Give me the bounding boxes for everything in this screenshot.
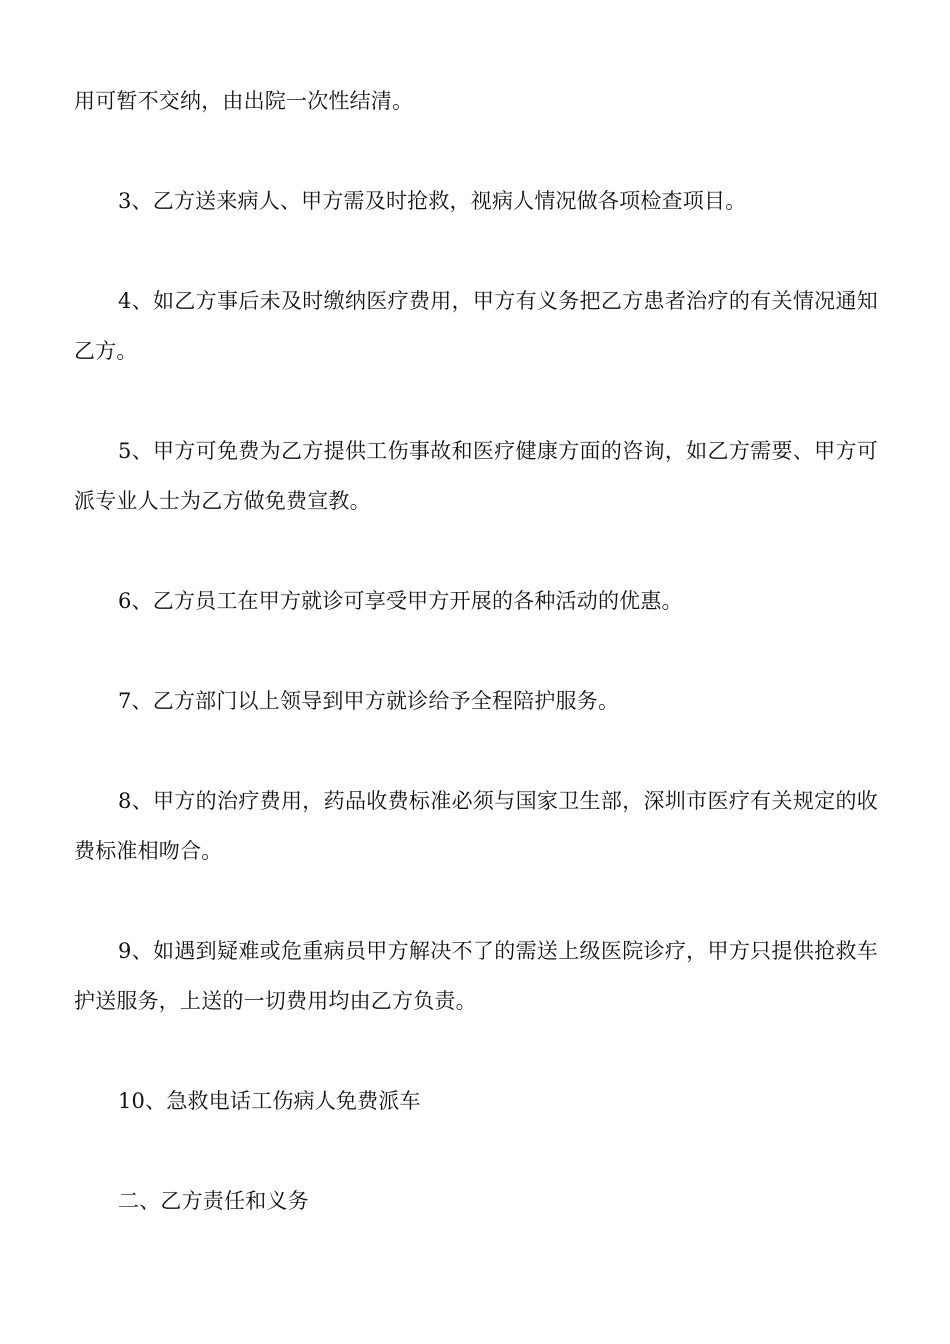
- paragraph-item-10: 10、急救电话工伤病人免费派车: [118, 1089, 421, 1113]
- paragraph-item-5: 5、甲方可免费为乙方提供工伤事故和医疗健康方面的咨询，如乙方需要、甲方可派专业人士为乙方做免费宣教。: [74, 439, 878, 513]
- paragraph-item-4: 4、如乙方事后未及时缴纳医疗费用，甲方有义务把乙方患者治疗的有关情况通知乙方。: [74, 289, 878, 363]
- paragraph-item-9: 9、如遇到疑难或危重病员甲方解决不了的需送上级医院诊疗，甲方只提供抢救车护送服务，上送的一切费用均由乙方负责。: [74, 939, 878, 1013]
- paragraph-item-3: 3、乙方送来病人、甲方需及时抢救，视病人情况做各项检查项目。: [118, 189, 747, 213]
- paragraph-continued-fee-settlement: 用可暂不交纳，由出院一次性结清。: [74, 89, 414, 113]
- paragraph-item-8: 8、甲方的治疗费用，药品收费标准必须与国家卫生部，深圳市医疗有关规定的收费标准相吻合。: [74, 789, 878, 863]
- paragraph-item-7: 7、乙方部门以上领导到甲方就诊给予全程陪护服务。: [118, 689, 620, 713]
- paragraph-item-6: 6、乙方员工在甲方就诊可享受甲方开展的各种活动的优惠。: [118, 589, 683, 613]
- section-heading-party-b-duties: 二、乙方责任和义务: [118, 1189, 309, 1213]
